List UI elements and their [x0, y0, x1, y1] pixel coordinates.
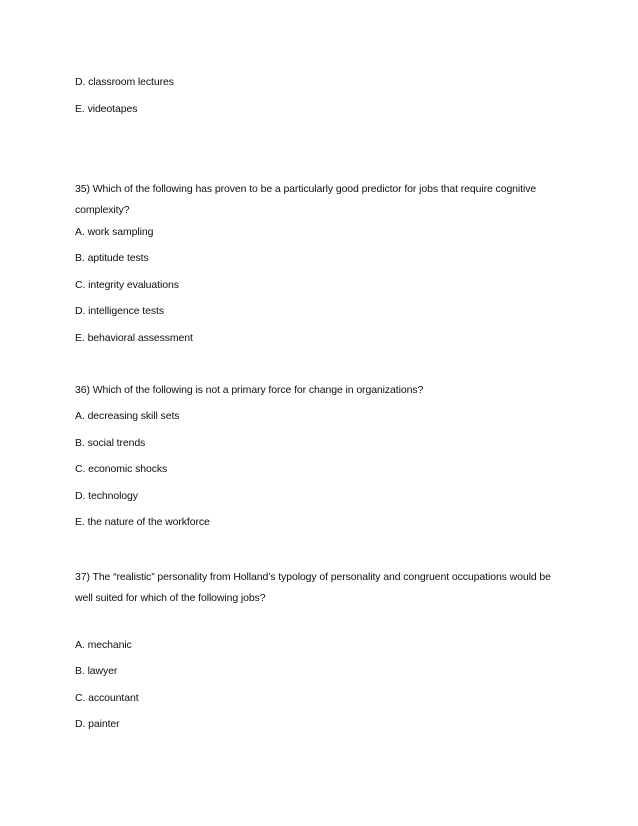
option-label: C. [75, 279, 86, 291]
option-text: decreasing skill sets [87, 410, 180, 422]
question-35-text: 35) Which of the following has proven to be a particularly good predictor for jobs that require cognitive complexity? [75, 183, 537, 216]
option-label: A. [75, 410, 85, 422]
option-label: E. [75, 103, 85, 115]
option-text: intelligence tests [88, 305, 164, 317]
option-a [75, 638, 565, 652]
option-d [75, 489, 565, 503]
option-label: B. [75, 252, 85, 264]
option-text: classroom lectures [88, 76, 174, 88]
option-e [75, 515, 565, 529]
option-text: aptitude tests [87, 252, 149, 264]
option-label: E. [75, 332, 85, 344]
option-d [75, 717, 565, 731]
option-label: B. [75, 665, 85, 677]
option-label: D. [75, 76, 86, 88]
option-c [75, 691, 565, 705]
option-text: videotapes [87, 103, 138, 115]
option-label: C. [75, 463, 86, 475]
option-text: social trends [87, 437, 146, 449]
option-text: accountant [88, 692, 139, 704]
option-text: lawyer [87, 665, 118, 677]
question-36-text: 36) Which of the following is not a primary force for change in organizations? [75, 384, 424, 396]
option-label: A. [75, 226, 85, 238]
option-text: painter [88, 718, 120, 730]
option-b [75, 251, 565, 265]
option-b [75, 436, 565, 450]
option-text: technology [88, 490, 138, 502]
option-a [75, 225, 565, 239]
option-e [75, 331, 565, 345]
option-label: E. [75, 516, 85, 528]
option-text: economic shocks [88, 463, 168, 475]
option-a [75, 409, 565, 423]
option-e [75, 102, 565, 116]
option-d [75, 75, 565, 89]
option-text: integrity evaluations [88, 279, 179, 291]
option-label: D. [75, 490, 86, 502]
option-text: work sampling [87, 226, 154, 238]
option-text: mechanic [87, 639, 132, 651]
question-37-text: 37) The “realistic” personality from Holland’s typology of personality and congruent occupations would be well suited for which of the following jobs? [75, 571, 551, 604]
option-label: A. [75, 639, 85, 651]
option-text: the nature of the workforce [87, 516, 210, 528]
option-label: C. [75, 692, 86, 704]
option-label: B. [75, 437, 85, 449]
option-d [75, 304, 565, 318]
option-c [75, 462, 565, 476]
option-b [75, 664, 565, 678]
option-text: behavioral assessment [87, 332, 193, 344]
option-c [75, 278, 565, 292]
option-label: D. [75, 305, 86, 317]
option-label: D. [75, 718, 86, 730]
